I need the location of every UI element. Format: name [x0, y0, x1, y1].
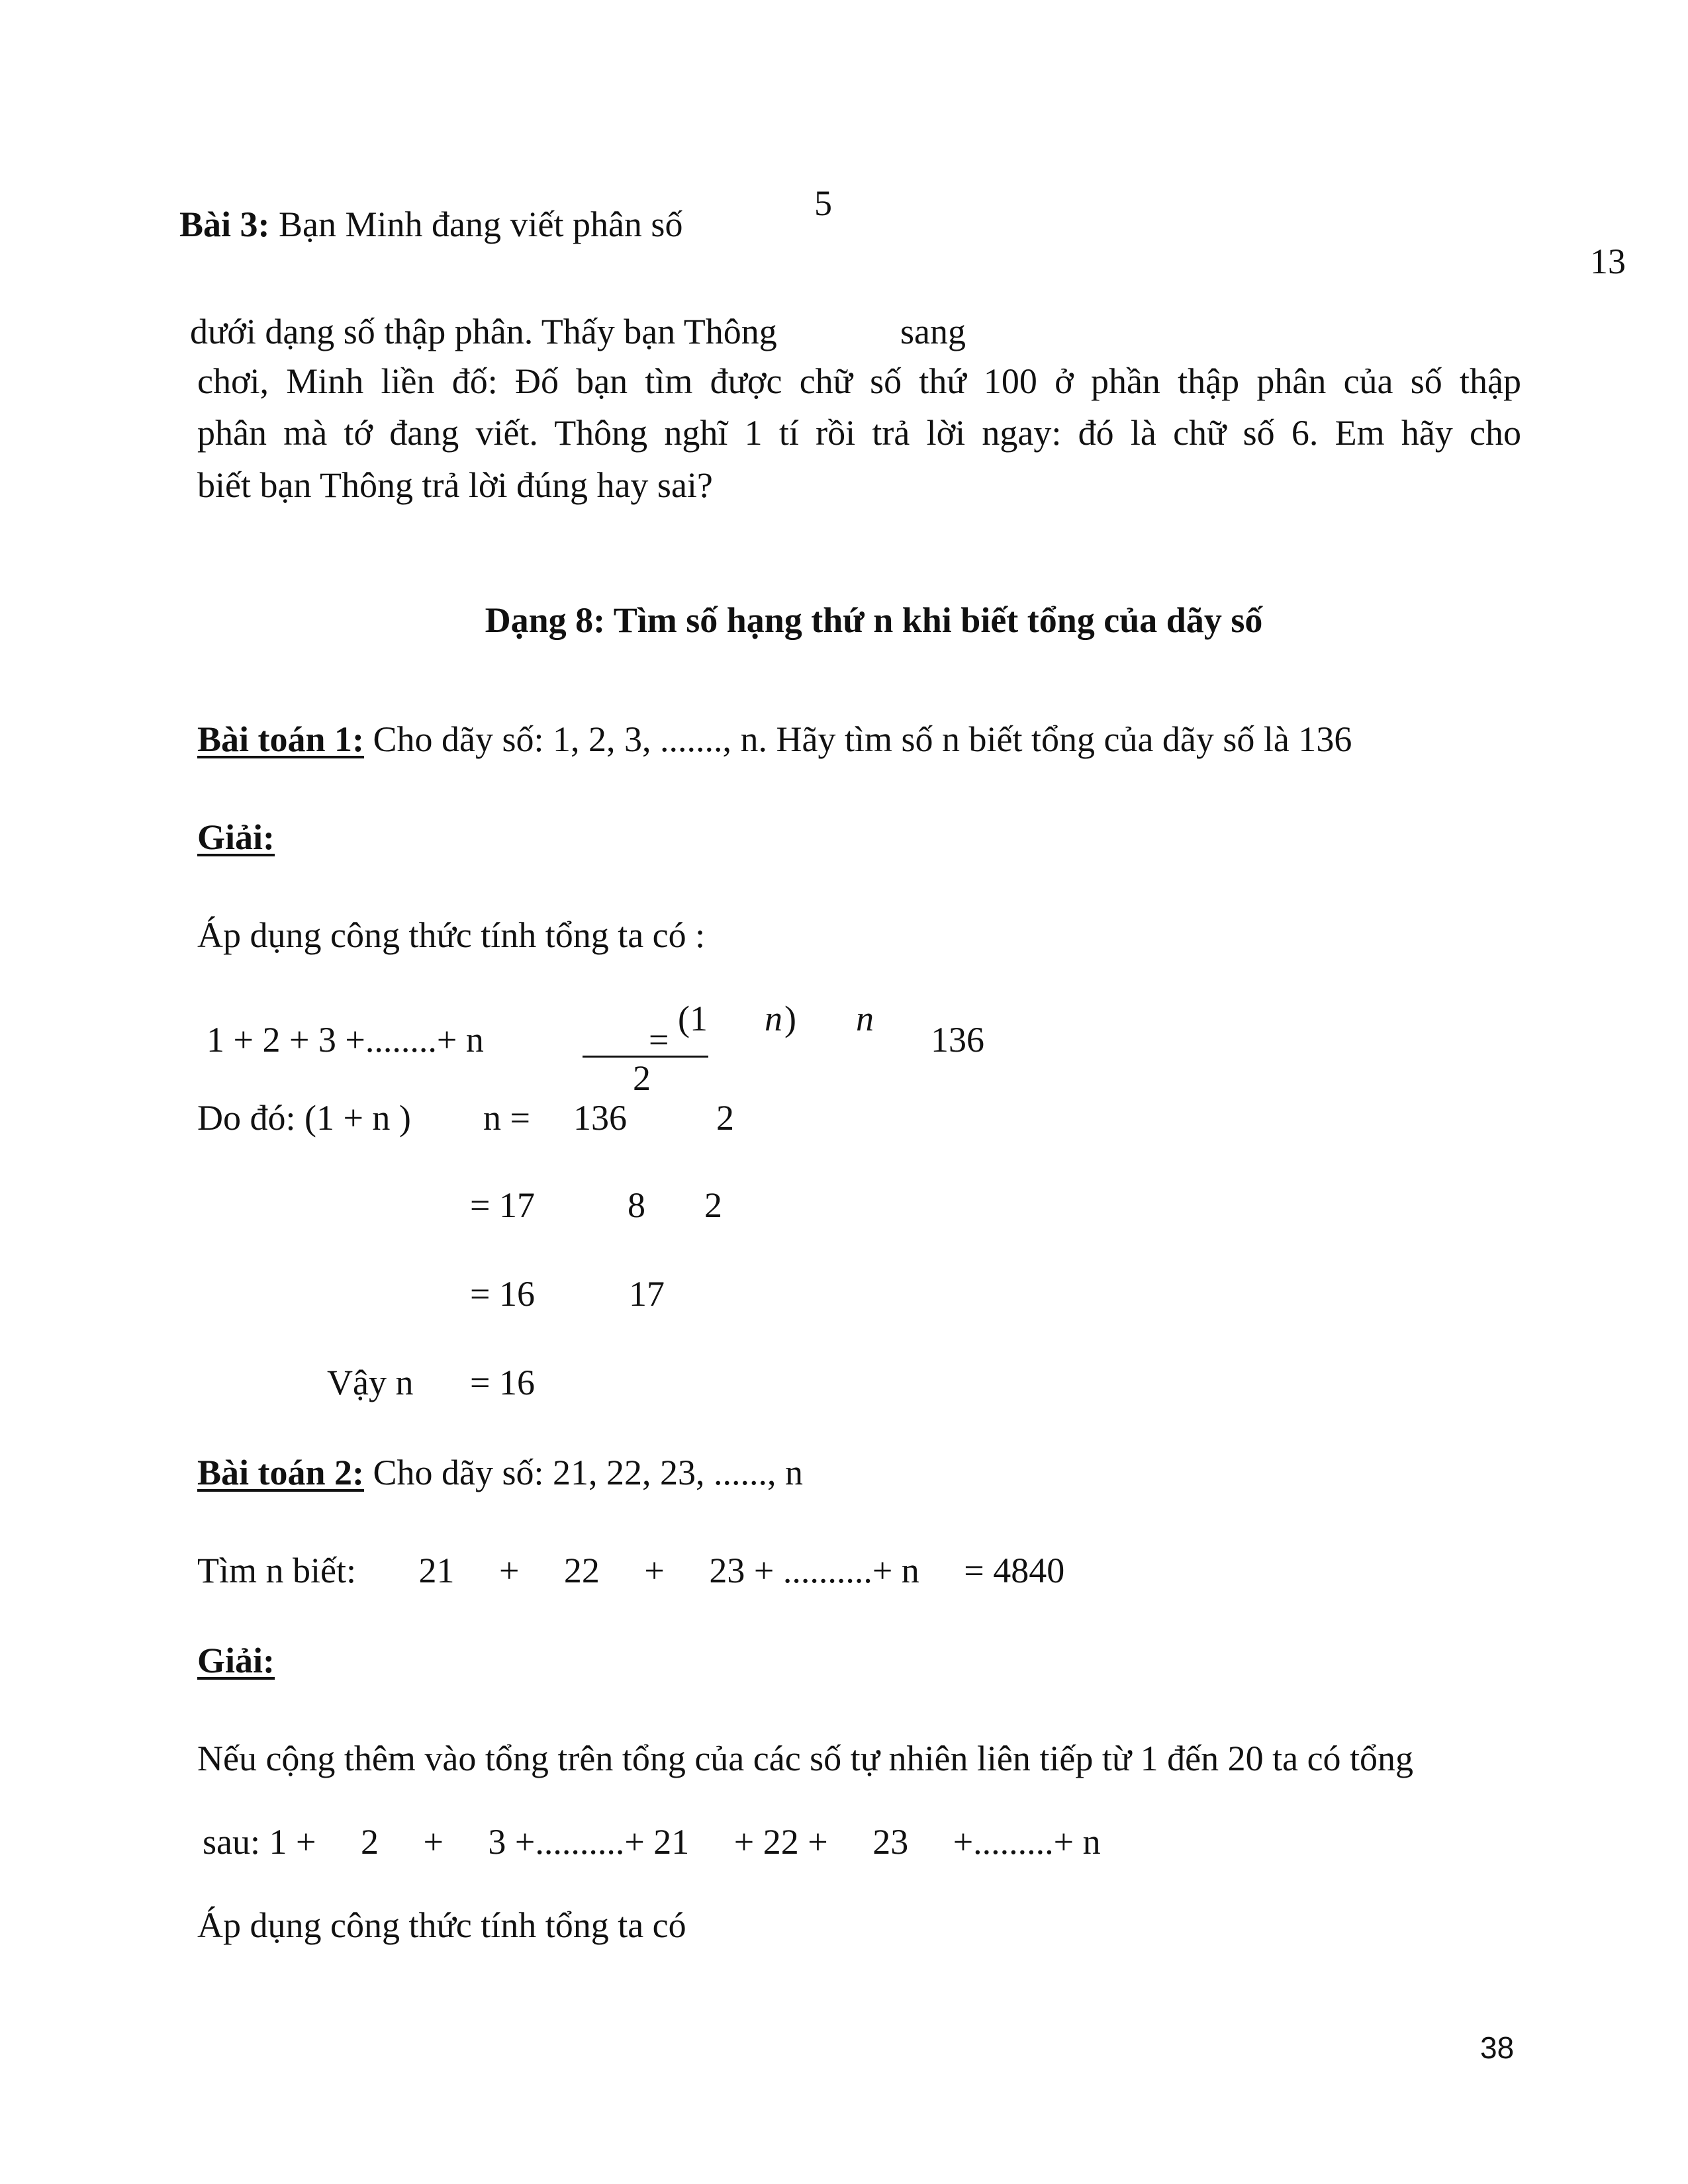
problem3-line3: phân mà tớ đang viết. Thông nghĩ 1 tí rồi trả lời ngay: đó là chữ số 6. Em hãy cho — [197, 413, 1521, 453]
problem2-statement — [197, 1452, 803, 1493]
problem1-label: Bài toán 1: — [197, 719, 365, 759]
problem3-paragraph — [179, 204, 682, 245]
conclusion-value: = 16 — [470, 1363, 535, 1402]
fraction-num-open: (1 — [678, 999, 708, 1038]
section-title: Dạng 8: Tìm số hạng thứ n khi biết tổng của dãy số — [485, 600, 1263, 640]
problem1-solution-label: Giải: — [197, 817, 275, 857]
problem1-text: Cho dãy số: 1, 2, 3, ......., n. Hãy tìm số n biết tổng của dãy số là 136 — [373, 719, 1352, 759]
step1-a: 8 — [628, 1185, 645, 1225]
do-do-label: Do đó: (1 + n ) — [197, 1098, 411, 1138]
fraction-num-close: ) — [784, 999, 796, 1038]
do-do-divisor: 2 — [716, 1098, 734, 1138]
problem2-text: Cho dãy số: 21, 22, 23, ......, n — [373, 1453, 804, 1492]
problem2-solution-label: Giải: — [197, 1641, 275, 1680]
do-do-value: 136 — [573, 1098, 627, 1138]
problem3-line4: biết bạn Thông trả lời đúng hay sai? — [197, 465, 713, 505]
problem3-intro: Bạn Minh đang viết phân số — [279, 205, 683, 244]
problem1-apply-text: Áp dụng công thức tính tổng ta có : — [197, 915, 706, 955]
step1-equals: = 17 — [470, 1185, 535, 1225]
problem3-line2: chơi, Minh liền đố: Đố bạn tìm được chữ số thứ 100 ở phần thập phân của số thập — [197, 361, 1521, 401]
problem2-label: Bài toán 2: — [197, 1453, 365, 1492]
problem1-statement — [197, 719, 1352, 760]
problem3-line1-right: sang — [900, 312, 966, 351]
step2-a: 17 — [629, 1274, 665, 1314]
problem3-line1-left: dưới dạng số thập phân. Thấy bạn Thông — [190, 312, 777, 351]
problem3-label: Bài 3: — [179, 205, 270, 244]
step1-b: 2 — [704, 1185, 722, 1225]
fraction-numerator: 5 — [814, 183, 832, 223]
equation-result: 136 — [931, 1020, 984, 1060]
equation-sum-left: 1 + 2 + 3 +........+ n — [207, 1020, 484, 1060]
page-number: 38 — [1480, 2030, 1515, 2065]
problem2-apply-text: Áp dụng công thức tính tổng ta có — [197, 1905, 686, 1945]
problem2-find: Tìm n biết: 21 + 22 + 23 + ..........+ n = 4840 — [197, 1551, 1065, 1590]
conclusion-label: Vậy n — [327, 1363, 414, 1402]
fraction-denominator-2: 2 — [633, 1058, 651, 1098]
step2-equals: = 16 — [470, 1274, 535, 1314]
problem2-explain: Nếu cộng thêm vào tổng trên tổng của các số tự nhiên liên tiếp từ 1 đến 20 ta có tổng — [197, 1739, 1414, 1778]
do-do-n: n = — [483, 1098, 530, 1138]
fraction-denominator: 13 — [1590, 242, 1626, 281]
fraction-num-n: n — [765, 999, 782, 1038]
equation-equals: = — [649, 1020, 669, 1060]
problem2-sum-line: sau: 1 + 2 + 3 +..........+ 21 + 22 + 23 +.........+ n — [203, 1822, 1101, 1862]
fraction-num-n2: n — [856, 999, 874, 1038]
